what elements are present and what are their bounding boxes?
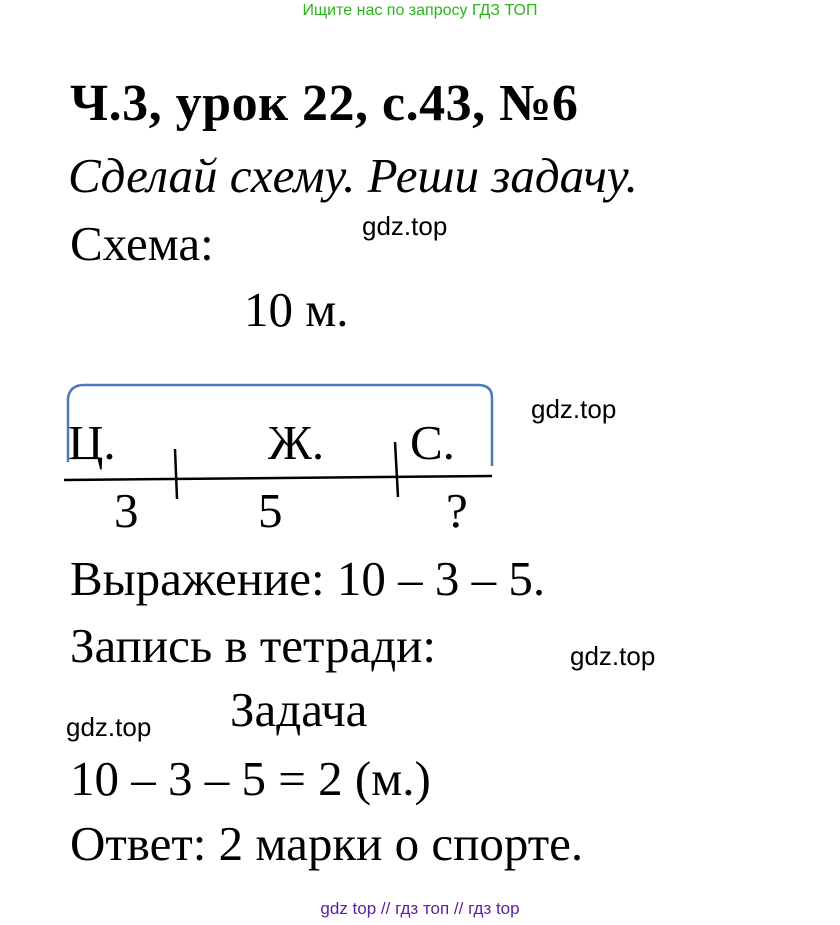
solution: 10 – 3 – 5 = 2 (м.) bbox=[70, 751, 431, 806]
watermark: gdz.top bbox=[531, 394, 617, 424]
scheme-label: Схема: bbox=[70, 216, 214, 271]
notebook-label: Запись в тетради: bbox=[70, 618, 437, 673]
task-instruction: Сделай схему. Реши задачу. bbox=[68, 148, 638, 203]
scheme-base-line bbox=[64, 476, 492, 480]
expression: Выражение: 10 – 3 – 5. bbox=[70, 551, 546, 606]
segment-value: ? bbox=[446, 483, 468, 538]
top-banner: Ищите нас по запросу ГДЗ ТОП bbox=[302, 2, 538, 19]
scheme-divider bbox=[395, 442, 398, 497]
segment-name: С. bbox=[410, 415, 455, 470]
watermark: gdz.top bbox=[570, 641, 656, 671]
segment-value: 3 bbox=[114, 483, 139, 538]
segment-name: Ж. bbox=[268, 415, 325, 470]
answer: Ответ: 2 марки о спорте. bbox=[70, 816, 584, 871]
footer-watermark: gdz top // гдз топ // гдз top bbox=[320, 899, 520, 918]
scheme-total: 10 м. bbox=[244, 282, 349, 337]
watermark: gdz.top bbox=[66, 712, 152, 742]
scheme-divider bbox=[175, 449, 177, 499]
segment-name: Ц. bbox=[68, 415, 116, 470]
page-title: Ч.3, урок 22, с.43, №6 bbox=[70, 75, 579, 132]
segment-value: 5 bbox=[258, 483, 283, 538]
problem-title: Задача bbox=[230, 682, 368, 737]
watermark: gdz.top bbox=[362, 211, 448, 241]
